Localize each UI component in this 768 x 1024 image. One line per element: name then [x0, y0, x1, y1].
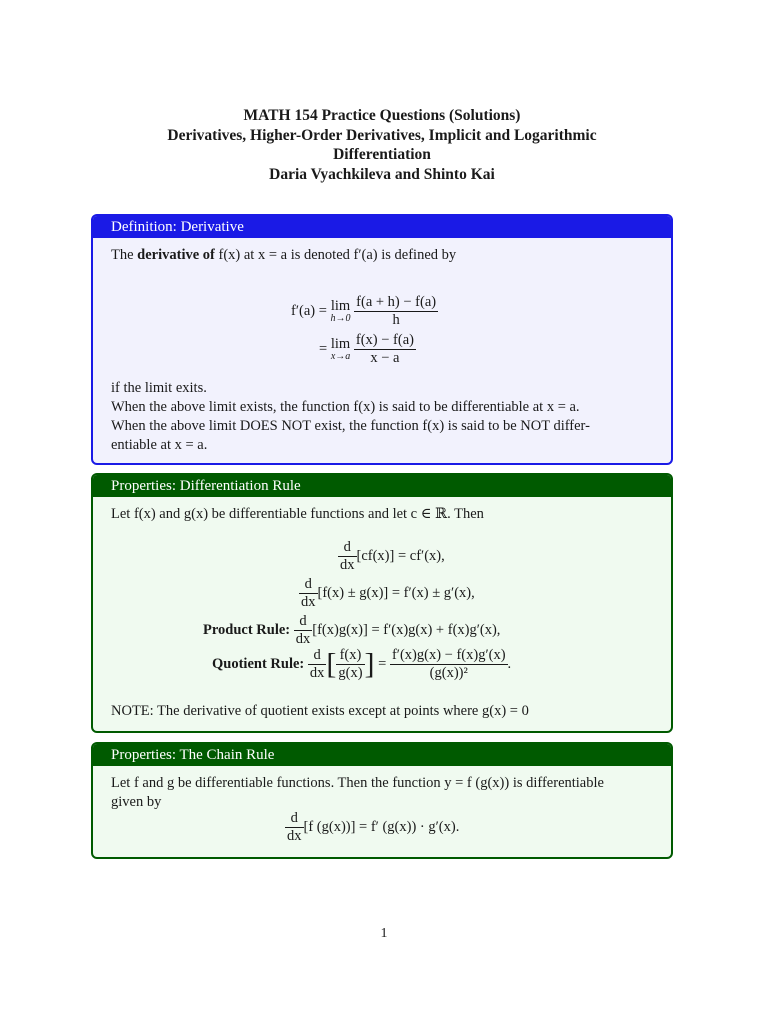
definition-box-title: Definition: Derivative	[93, 216, 671, 238]
quotient-rule-label: Quotient Rule:	[212, 655, 305, 672]
chain-intro-line-1: Let f and g be differentiable functions. Then the function y = f (g(x)) is differentiable	[111, 775, 604, 791]
differentiation-rule-box	[91, 473, 673, 733]
sum-difference-rule	[299, 576, 475, 611]
eq2-lim-word: lim	[330, 336, 351, 352]
eq1-limit	[331, 299, 351, 324]
authors: Daria Vyachkileva and Shinto Kai	[269, 165, 495, 183]
definition-notes	[111, 379, 659, 455]
quotient-rhs-fraction	[390, 647, 508, 682]
definition-intro	[111, 246, 654, 265]
chain-rule-equation	[285, 810, 459, 845]
left-bracket: [	[326, 647, 337, 681]
chain-ddx	[285, 810, 304, 845]
constant-multiple-rule	[338, 539, 445, 574]
chain-rhs: [f (g(x))] = f′ (g(x)) · g′(x).	[303, 818, 460, 835]
eq2-denominator: x − a	[370, 350, 400, 366]
rule1-dx: dx	[340, 557, 355, 573]
derivative-limit-eq-2	[319, 332, 416, 367]
rule1-rhs: [cf(x)] = cf′(x),	[356, 547, 445, 564]
chain-intro-line-2: given by	[111, 794, 162, 810]
chain-rule-box	[91, 742, 673, 859]
eq1-lim-sub: h→0	[330, 313, 351, 324]
definition-intro-bold: derivative of	[137, 247, 215, 263]
definition-note-c: When the above limit DOES NOT exist, the function f(x) is said to be NOT differ-	[111, 418, 590, 434]
quotient-end: .	[507, 655, 512, 672]
document-title	[90, 106, 674, 184]
title-line-2: Derivatives, Higher-Order Derivatives, Implicit and Logarithmic	[167, 126, 597, 144]
rule3-rhs: [f(x)g(x)] = f′(x)g(x) + f(x)g′(x),	[312, 621, 501, 638]
definition-note-b: When the above limit exists, the function f(x) is said to be differentiable at x = a.	[111, 399, 580, 415]
eq2-limit	[331, 337, 350, 362]
quotient-inner-den: g(x)	[338, 665, 363, 681]
rule1-d: d	[338, 539, 357, 557]
definition-box	[91, 214, 673, 465]
quotient-rhs-num: f′(x)g(x) − f(x)g′(x)	[391, 647, 506, 663]
product-rule-label: Product Rule:	[203, 621, 291, 638]
eq2-numerator: f(x) − f(a)	[355, 332, 414, 348]
product-rule	[203, 613, 500, 648]
chain-dx: dx	[287, 828, 302, 844]
rule2-ddx	[299, 576, 318, 611]
definition-box-body	[93, 238, 671, 273]
eq2-lhs: =	[319, 340, 331, 357]
definition-note-a: if the limit exits.	[111, 380, 207, 396]
eq1-fraction	[354, 294, 438, 329]
differentiation-rule-title: Properties: Differentiation Rule	[93, 475, 671, 497]
quotient-note: NOTE: The derivative of quotient exists except at points where g(x) = 0	[111, 703, 529, 719]
quotient-inner-fraction	[336, 647, 364, 682]
derivative-limit-eq-1	[291, 294, 438, 329]
rule1-ddx	[338, 539, 357, 574]
eq1-numerator: f(a + h) − f(a)	[356, 294, 437, 310]
rule3-dx: dx	[295, 631, 311, 647]
quotient-rhs-den: (g(x))²	[429, 665, 468, 681]
title-line-3: Differentiation	[333, 146, 431, 163]
rule2-d: d	[299, 576, 318, 594]
rule4-d: d	[308, 647, 327, 665]
rule2-rhs: [f(x) ± g(x)] = f′(x) ± g′(x),	[317, 584, 475, 601]
title-line-1: MATH 154 Practice Questions (Solutions)	[243, 107, 521, 124]
rule4-ddx	[308, 647, 327, 682]
eq2-fraction	[354, 332, 416, 367]
rule4-dx: dx	[309, 665, 325, 681]
page-number: 1	[380, 926, 388, 941]
differentiation-rule-body	[93, 497, 671, 532]
rule-intro: Let f(x) and g(x) be differentiable functions and let c ∈ ℝ. Then	[111, 506, 484, 522]
quotient-rule	[212, 647, 511, 682]
definition-intro-pre: The	[111, 247, 138, 263]
quotient-equals: =	[378, 655, 387, 672]
rule2-dx: dx	[301, 594, 316, 610]
chain-d: d	[285, 810, 304, 828]
eq2-lim-sub: x→a	[330, 351, 351, 362]
rule3-d: d	[294, 613, 313, 631]
definition-intro-post: f(x) at x = a is denoted f′(a) is defined by	[214, 247, 457, 263]
right-bracket: ]	[364, 647, 375, 681]
rule3-ddx	[294, 613, 313, 648]
eq1-lim-word: lim	[330, 298, 351, 314]
eq1-lhs: f′(a) =	[291, 302, 331, 319]
eq1-denominator: h	[392, 312, 400, 328]
definition-note-d: entiable at x = a.	[111, 437, 208, 453]
quotient-inner-num: f(x)	[336, 647, 364, 665]
chain-rule-title: Properties: The Chain Rule	[93, 744, 671, 766]
